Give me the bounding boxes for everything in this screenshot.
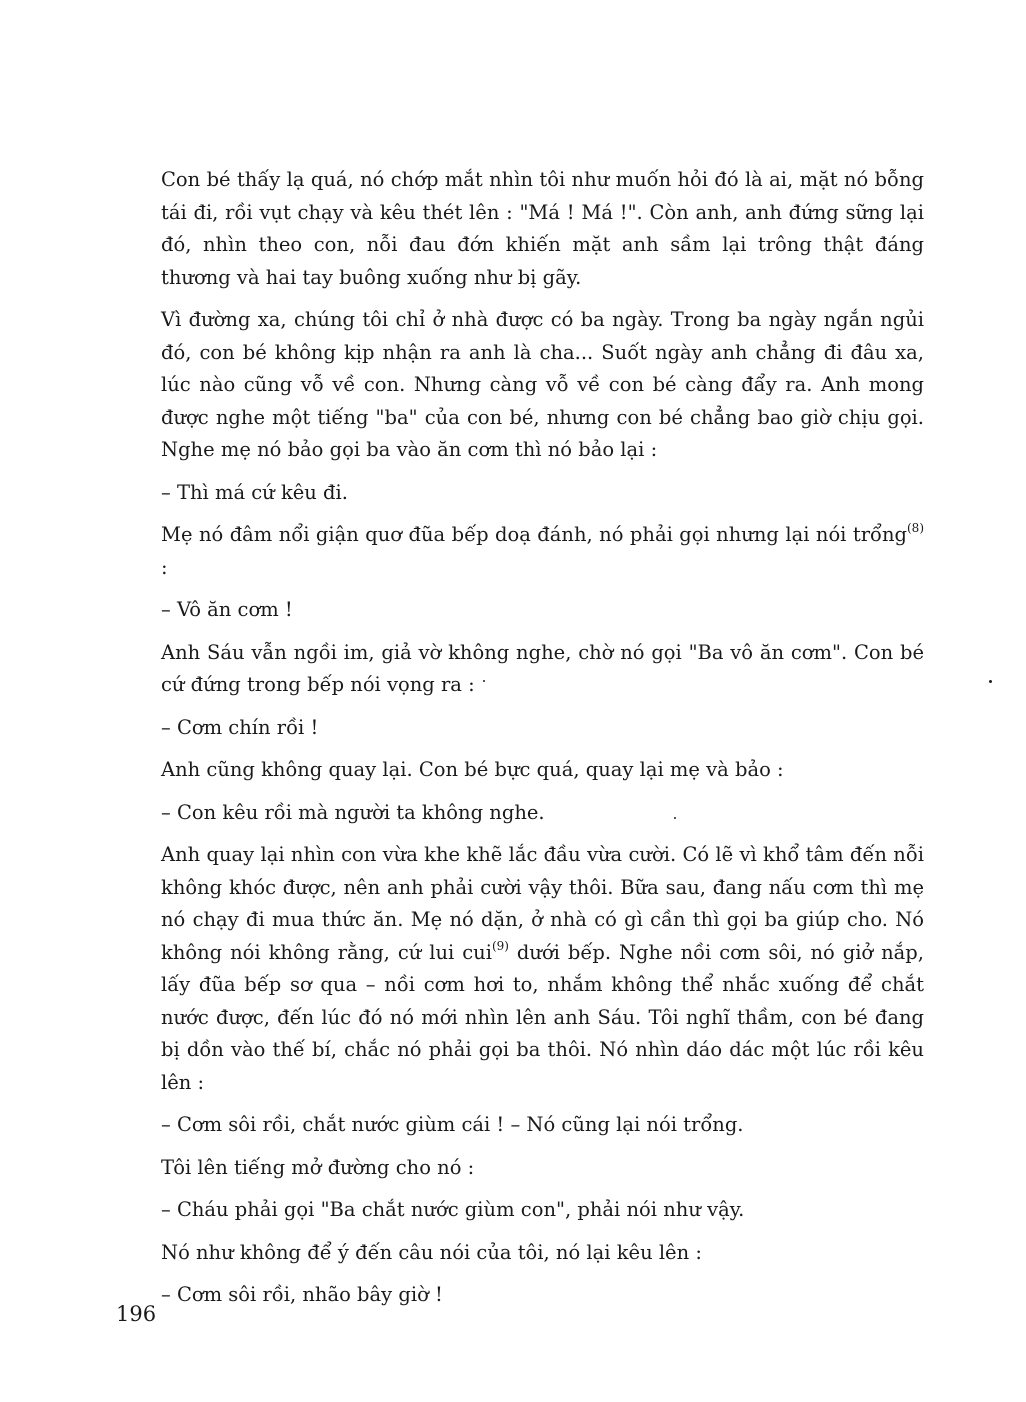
paragraph-2: Vì đường xa, chúng tôi chỉ ở nhà được có ba ngày. Trong ba ngày ngắn ngủi đó, con bé không kịp nhận ra anh là cha... Suốt ngày anh chẳng đi đâu xa, lúc nào cũng vỗ về con. Nhưng càng vỗ về con bé càng đẩy ra. Anh mong được nghe một tiếng "ba" của con bé, nhưng con bé chẳng bao giờ chịu gọi. Nghe mẹ nó bảo gọi ba vào ăn cơm thì nó bảo lại : <box>161 308 924 461</box>
page-number: 196 <box>116 1302 157 1326</box>
paragraph-3 <box>161 519 924 584</box>
footnote-ref-8: (8) <box>907 521 924 535</box>
paragraph-4: Anh Sáu vẫn ngồi im, giả vờ không nghe, chờ nó gọi "Ba vô ăn cơm". Con bé cứ đứng trong bếp nói vọng ra : <box>161 640 924 696</box>
paragraph-5: Anh cũng không quay lại. Con bé bực quá, quay lại mẹ và bảo : <box>161 758 784 781</box>
dialogue-line-7: – Cơm sôi rồi, nhão bây giờ ! <box>161 1283 443 1306</box>
scan-speck <box>674 817 676 819</box>
dialogue-line-4: – Con kêu rồi mà người ta không nghe. <box>161 800 545 824</box>
paragraph-6 <box>161 839 924 1099</box>
scan-speck <box>989 680 992 683</box>
paragraph-3-tail: : <box>161 555 168 579</box>
paragraph-3-text: Mẹ nó đâm nổi giận quơ đũa bếp doạ đánh, nó phải gọi nhưng lại nói trổng <box>161 523 907 546</box>
paragraph-6-tail: dưới bếp. Nghe nồi cơm sôi, nó giở nắp, lấy đũa bếp sơ qua – nồi cơm hơi to, nhắm không thể nhắc xuống để chắt nước được, đến lúc đó nó mới nhìn lên anh Sáu. Tôi nghĩ thầm, con bé đang bị dồn vào thế bí, chắc nó phải gọi ba thôi. Nó nhìn dáo dác một lúc rồi kêu lên : <box>161 940 924 1094</box>
paragraph-1: Con bé thấy lạ quá, nó chớp mắt nhìn tôi như muốn hỏi đó là ai, mặt nó bỗng tái đi, rồi vụt chạy và kêu thét lên : "Má ! Má !". Còn anh, anh đứng sững lại đó, nhìn theo con, nỗi đau đớn khiến mặt anh sầm lại trông thật đáng thương và hai tay buông xuống như bị gãy. <box>161 168 924 289</box>
dialogue-line-6: – Cháu phải gọi "Ba chắt nước giùm con", phải nói như vậy. <box>161 1198 745 1221</box>
paragraph-6-text: Anh quay lại nhìn con vừa khe khẽ lắc đầu vừa cười. Có lẽ vì khổ tâm đến nỗi không khóc được, nên anh phải cười vậy thôi. Bữa sau, đang nấu cơm thì mẹ nó chạy đi mua thức ăn. Mẹ nó dặn, ở nhà có gì cần thì gọi ba giúp cho. Nó không nói không rằng, cứ lui cui <box>161 843 924 964</box>
dialogue-line-3: – Cơm chín rồi ! <box>161 715 319 739</box>
footnote-ref-9: (9) <box>491 938 509 953</box>
dialogue-line-2: – Vô ăn cơm ! <box>161 598 293 621</box>
dialogue-line-5: – Cơm sôi rồi, chắt nước giùm cái ! – Nó cũng lại nói trổng. <box>161 1113 744 1136</box>
body-text <box>161 164 924 1322</box>
paragraph-8: Nó như không để ý đến câu nói của tôi, nó lại kêu lên : <box>161 1240 702 1264</box>
paragraph-7: Tôi lên tiếng mở đường cho nó : <box>161 1155 475 1179</box>
dialogue-line-1: – Thì má cứ kêu đi. <box>161 480 348 504</box>
scan-speck <box>483 680 485 682</box>
